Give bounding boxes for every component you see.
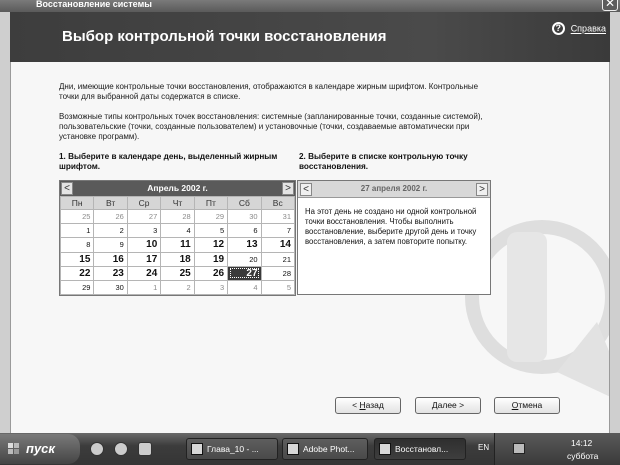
calendar-day[interactable]: 10 xyxy=(127,238,160,252)
calendar-day[interactable]: 9 xyxy=(94,238,127,252)
restore-icon xyxy=(379,443,391,455)
start-button[interactable] xyxy=(0,434,80,464)
weekday-header: Сб xyxy=(228,197,261,210)
language-indicator[interactable]: EN xyxy=(478,443,490,452)
calendar-day[interactable]: 30 xyxy=(228,210,261,224)
taskbar-item-photoshop[interactable] xyxy=(282,438,368,460)
wizard-header xyxy=(10,12,610,62)
quicklaunch-messenger-icon[interactable] xyxy=(138,442,152,456)
windows-flag-icon xyxy=(8,443,20,455)
system-tray xyxy=(478,433,620,465)
calendar-day-selected[interactable]: 27 xyxy=(228,266,261,280)
calendar-day[interactable]: 25 xyxy=(61,210,94,224)
intro-text-2: Возможные типы контрольных точек восстановления: системные (запланированные точки, созданные системой), пользовательские (точки, созданные пользователем) и установочные (точки, создаваемые автоматически при установке программ). xyxy=(59,112,483,141)
wizard-body xyxy=(10,62,610,433)
next-rest: алее > xyxy=(437,400,465,410)
calendar-day[interactable]: 28 xyxy=(161,210,194,224)
calendar-day[interactable]: 28 xyxy=(261,266,294,280)
start-label: пуск xyxy=(26,441,55,456)
list-next-button[interactable]: > xyxy=(476,183,488,196)
calendar-day[interactable]: 14 xyxy=(261,238,294,252)
list-header xyxy=(298,181,490,198)
calendar-day[interactable]: 24 xyxy=(127,266,160,280)
quicklaunch-browser-icon[interactable] xyxy=(90,442,104,456)
task-label-photoshop: Adobe Phot... xyxy=(303,444,355,454)
calendar-day[interactable]: 13 xyxy=(228,238,261,252)
weekday-header: Чт xyxy=(161,197,194,210)
calendar-day[interactable]: 15 xyxy=(61,252,94,266)
calendar-day[interactable]: 7 xyxy=(261,224,294,238)
calendar-day[interactable]: 31 xyxy=(261,210,294,224)
calendar-day[interactable]: 23 xyxy=(94,266,127,280)
calendar-day[interactable]: 11 xyxy=(161,238,194,252)
calendar-header xyxy=(60,181,295,196)
calendar xyxy=(59,180,296,296)
task-label-restore: Восстановл... xyxy=(395,444,449,454)
calendar-day[interactable]: 2 xyxy=(94,224,127,238)
calendar-week xyxy=(61,238,295,252)
calendar-day[interactable]: 1 xyxy=(127,280,160,294)
taskbar xyxy=(0,433,620,465)
calendar-month: Апрель 2002 г. xyxy=(147,183,208,193)
calendar-week xyxy=(61,224,295,238)
calendar-week xyxy=(61,252,295,266)
step2-label: 2. Выберите в списке контрольную точку восстановления. xyxy=(299,152,468,171)
calendar-day[interactable]: 20 xyxy=(228,252,261,266)
calendar-day[interactable]: 1 xyxy=(61,224,94,238)
calendar-day[interactable]: 21 xyxy=(261,252,294,266)
word-icon xyxy=(191,443,203,455)
weekday-header: Вт xyxy=(94,197,127,210)
intro-text-1: Дни, имеющие контрольные точки восстановления, отображаются в календаре жирным шрифтом. Контрольные точки для выбранной даты содержатся в списке. xyxy=(59,82,479,101)
calendar-day[interactable]: 16 xyxy=(94,252,127,266)
back-prefix: < xyxy=(352,400,360,410)
calendar-grid xyxy=(60,196,295,295)
calendar-week xyxy=(61,210,295,224)
quicklaunch-media-icon[interactable] xyxy=(114,442,128,456)
calendar-day[interactable]: 26 xyxy=(194,266,227,280)
calendar-day[interactable]: 22 xyxy=(61,266,94,280)
weekday-header: Пн xyxy=(61,197,94,210)
clock-day: суббота xyxy=(567,451,599,461)
weekday-header: Пт xyxy=(194,197,227,210)
taskbar-item-word[interactable] xyxy=(186,438,278,460)
clock-time: 14:12 xyxy=(571,438,593,448)
calendar-day[interactable]: 25 xyxy=(161,266,194,280)
page-title: Выбор контрольной точки восстановления xyxy=(62,28,387,45)
calendar-day[interactable]: 8 xyxy=(61,238,94,252)
taskbar-item-restore[interactable] xyxy=(374,438,466,460)
photoshop-icon xyxy=(287,443,299,455)
back-button[interactable] xyxy=(335,397,401,414)
back-hotkey: Н xyxy=(359,400,366,410)
next-button[interactable] xyxy=(415,397,481,414)
calendar-day[interactable]: 5 xyxy=(261,280,294,294)
list-prev-button[interactable]: < xyxy=(300,183,312,196)
calendar-day[interactable]: 12 xyxy=(194,238,227,252)
help-link-label[interactable]: Справка xyxy=(570,23,606,34)
calendar-day[interactable]: 5 xyxy=(194,224,227,238)
calendar-day[interactable]: 3 xyxy=(194,280,227,294)
tray-network-icon[interactable] xyxy=(513,443,525,454)
weekday-header: Вс xyxy=(261,197,294,210)
calendar-week xyxy=(61,266,295,280)
calendar-day[interactable]: 30 xyxy=(94,280,127,294)
calendar-day[interactable]: 4 xyxy=(228,280,261,294)
next-hotkey: Д xyxy=(431,400,438,410)
calendar-day[interactable]: 26 xyxy=(94,210,127,224)
calendar-day[interactable]: 2 xyxy=(161,280,194,294)
calendar-next-button[interactable]: > xyxy=(282,182,294,195)
cancel-button[interactable] xyxy=(494,397,560,414)
title-bar xyxy=(0,0,620,12)
calendar-day[interactable]: 17 xyxy=(127,252,160,266)
cancel-rest: тмена xyxy=(518,400,543,410)
calendar-week xyxy=(61,280,295,294)
calendar-day[interactable]: 18 xyxy=(161,252,194,266)
list-date: 27 апреля 2002 г. xyxy=(360,184,428,193)
help-icon[interactable]: ? xyxy=(552,22,565,35)
calendar-day[interactable]: 4 xyxy=(161,224,194,238)
calendar-day[interactable]: 27 xyxy=(127,210,160,224)
back-rest: азад xyxy=(365,400,384,410)
list-message: На этот день не создано ни одной контрольной точки восстановления. Чтобы выполнить восстановление, выберите другой день и точку восстановления, а затем повторите попытку. xyxy=(305,207,477,246)
calendar-day[interactable]: 19 xyxy=(194,252,227,266)
calendar-day[interactable]: 29 xyxy=(61,280,94,294)
cancel-hotkey: О xyxy=(511,400,519,410)
calendar-prev-button[interactable]: < xyxy=(61,182,73,195)
calendar-day[interactable]: 3 xyxy=(127,224,160,238)
weekday-header: Ср xyxy=(127,197,160,210)
calendar-day[interactable]: 6 xyxy=(228,224,261,238)
close-button[interactable]: ✕ xyxy=(602,0,618,11)
window-title: Восстановление системы xyxy=(36,0,152,9)
calendar-day[interactable]: 29 xyxy=(194,210,227,224)
help-link[interactable] xyxy=(552,22,606,35)
task-label-word: Глава_10 - ... xyxy=(207,444,259,454)
step1-label: 1. Выберите в календаре день, выделенный жирным шрифтом. xyxy=(59,152,278,171)
restore-point-list[interactable] xyxy=(297,180,491,295)
